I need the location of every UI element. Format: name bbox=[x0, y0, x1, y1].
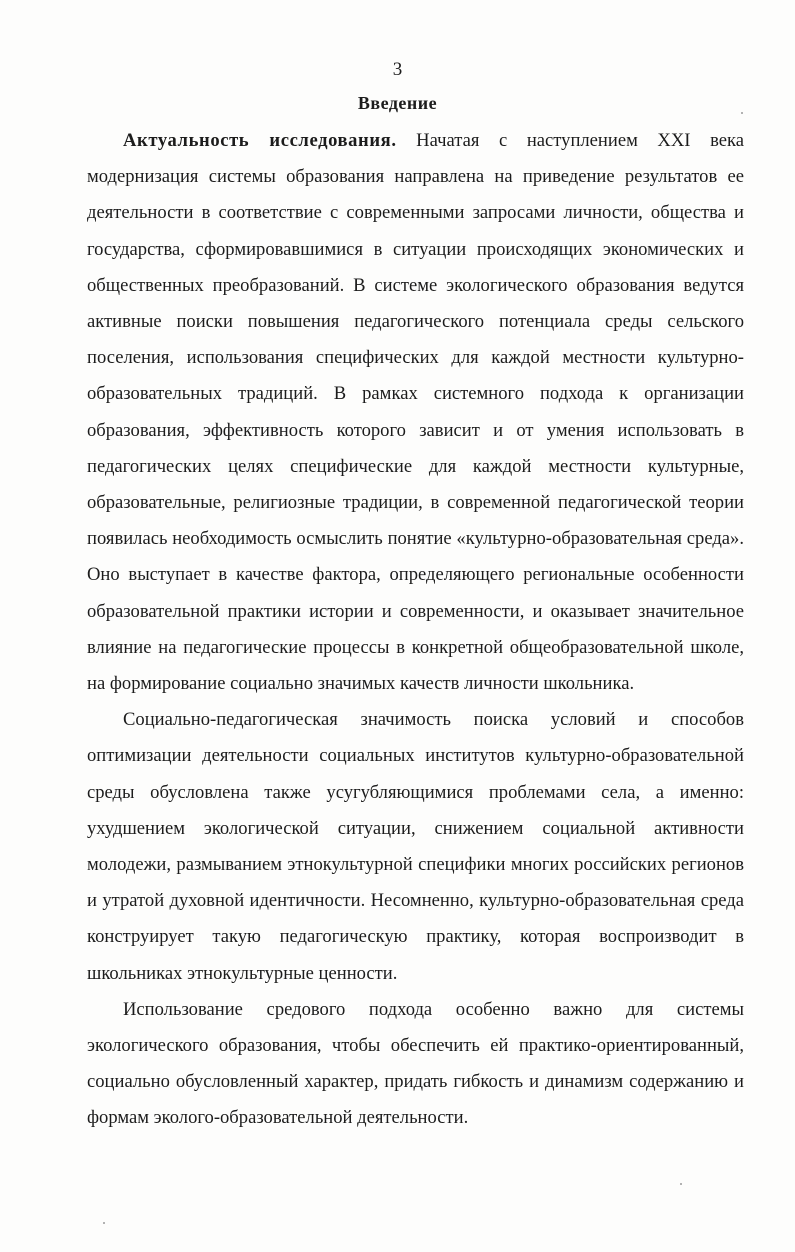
paragraph-text: Социально-педагогическая значимость поиска условий и способов оптимизации деятельности социальных институтов культурно-образовательной среды обусловлена также усугубляющимися проблемами села, а именно: ухудшением экологической ситуации, снижением социальной активности молодежи, размыванием этнокультурной специфики многих российских регионов и утратой духовной идентичности. Несомненно, культурно-образовательная среда конструирует такую педагогическую практику, которая воспроизводит в школьниках этнокультурные ценности. bbox=[87, 709, 744, 984]
paragraph-significance bbox=[87, 702, 744, 992]
section-heading: Введение bbox=[357, 93, 438, 113]
paragraph-text: Использование средового подхода особенно важно для системы экологического образования, чтобы обеспечить ей практико-ориентированный, социально обусловленный характер, придать гибкость и динамизм содержанию и формам эколого-образовательной деятельности. bbox=[87, 998, 744, 1129]
paragraph-text: Начатая с наступлением XXI века модернизация системы образования направлена на приведение результатов ее деятельности в соответствие с современными запросами личности, общества и государства, сформировавшимися в ситуации происходящих экономических и общественных преобразований. В системе экологического образования ведутся активные поиски повышения педагогического потенциала среды сельского поселения, использования специфических для каждой местности культурно-образовательных традиций. В рамках системного подхода к организации образования, эффективность которого зависит и от умения использовать в педагогических целях специфические для каждой местности культурные, образовательные, религиозные традиции, в современной педагогической теории появилась необходимость осмыслить понятие «культурно-образовательная среда». Оно выступает в качестве фактора, определяющего региональные особенности образовательной практики истории и современности, и оказывает значительное влияние на педагогические процессы в конкретной общеобразовательной школе, на формирование социально значимых качеств личности школьника. bbox=[87, 130, 744, 695]
scan-speck bbox=[680, 1183, 682, 1185]
page-number: 3 bbox=[392, 59, 403, 80]
paragraph-relevance bbox=[87, 123, 744, 702]
paragraph-environment-approach bbox=[87, 992, 744, 1137]
scan-speck bbox=[741, 112, 743, 114]
paragraph-lead: Актуальность исследования. bbox=[123, 130, 397, 151]
scan-speck bbox=[103, 1222, 105, 1224]
body-text bbox=[87, 123, 744, 1137]
